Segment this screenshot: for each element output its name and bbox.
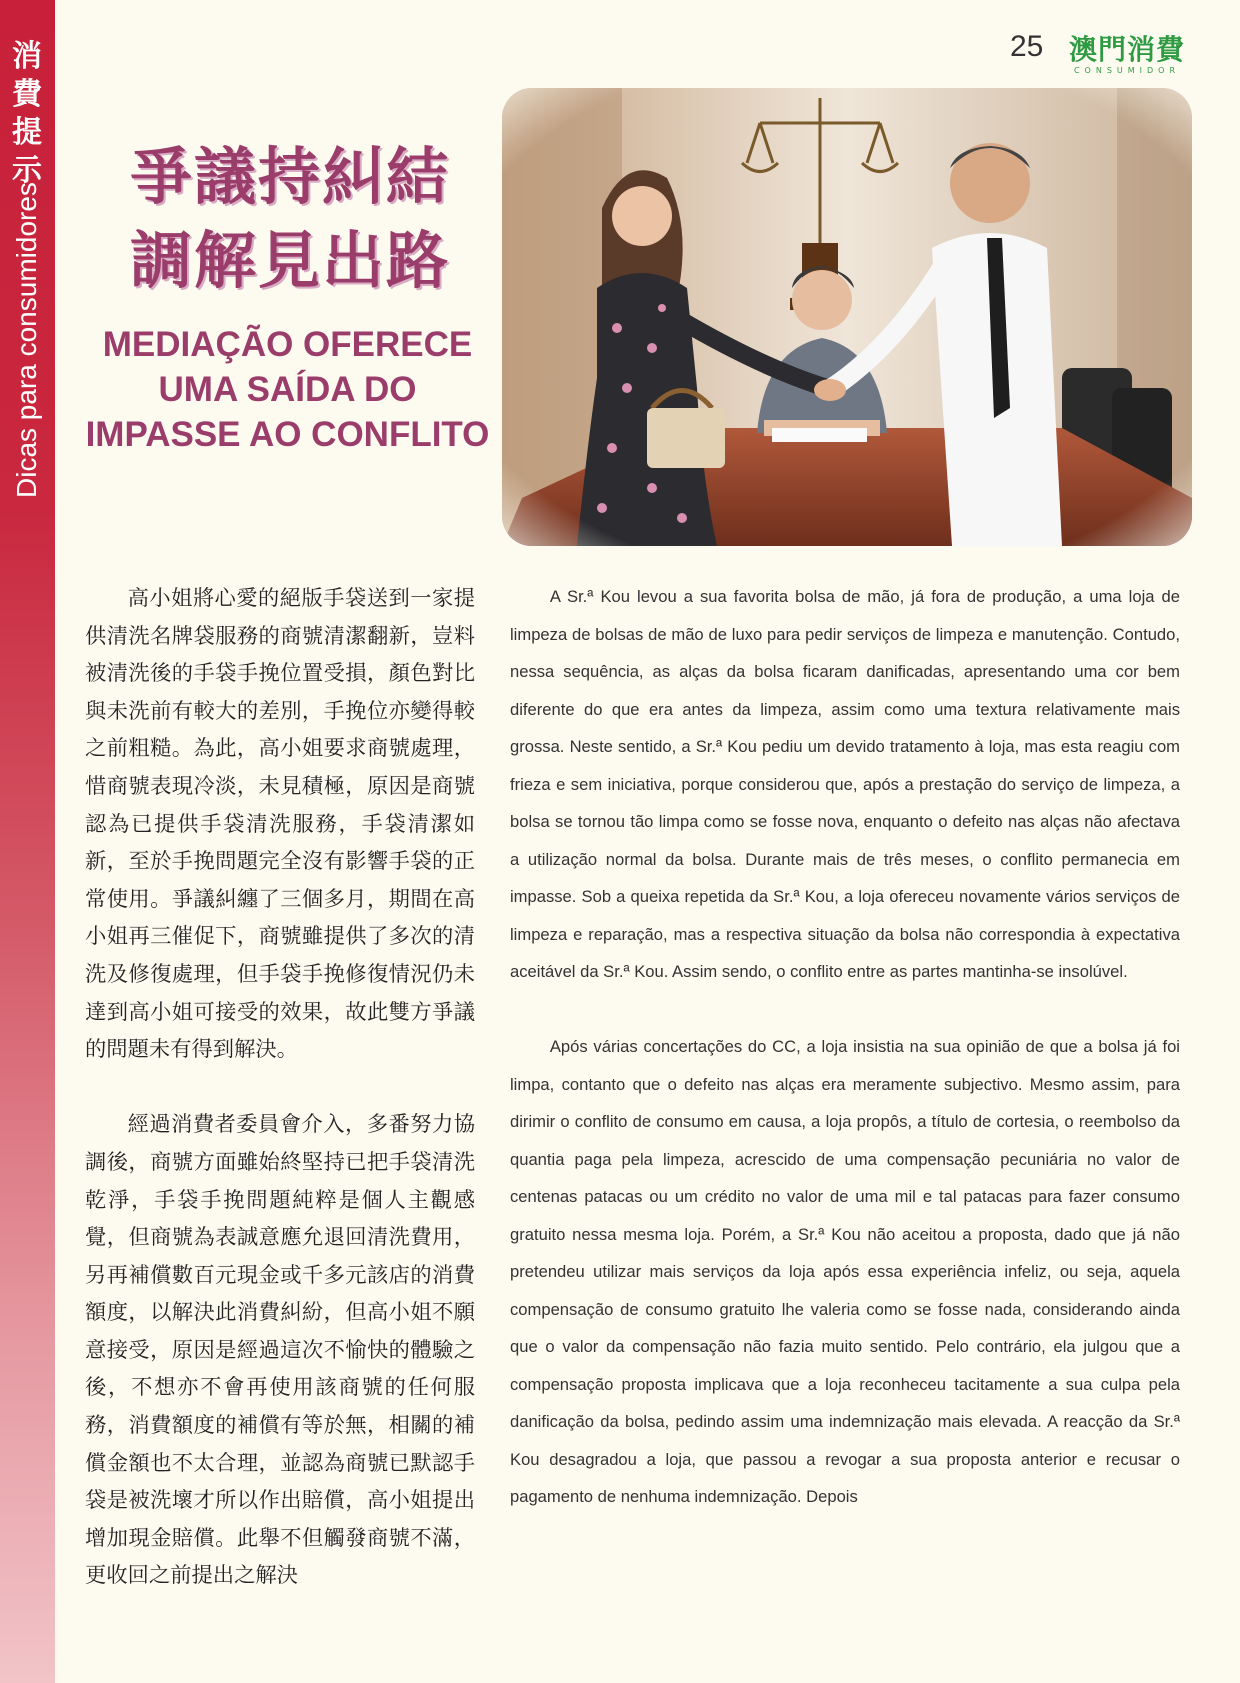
section-label-zh (8, 38, 46, 190)
brand-name-zh: 澳門消費 (1068, 33, 1185, 66)
section-char: 消 (12, 39, 42, 74)
paragraph-pt: Após várias concertações do CC, a loja insistia na sua opinião de que a bolsa já foi limpa, contanto que o defeito nas alças era meramente subjectivo. Mesmo assim, para dirimir o conflito de consumo em causa, a loja propôs, a título de cortesia, o reembolso da quantia paga pela limpeza, acrescido de uma compensação pecuniária no valor de centenas patacas ou um crédito no valor de uma mil e tal patacas para fazer consumo gratuito nessa mesma loja. Porém, a Sr.ª Kou não aceitou a proposta, dado que já não pretendeu utilizar mais serviços da loja após essa experiência infeliz, ou seja, aquela compensação de consumo gratuito lhe valeria como se fosse nada, considerando ainda que o valor da compensação não fazia muito sentido. Pelo contrário, ela julgou que a compensação proposta implicava que a loja reconheceu tacitamente a sua culpa pela danificação da bolsa, pedindo assim uma indemnização mais elevada. A reacção da Sr.ª Kou desagradou a loja, que passou a revogar a sua proposta anterior e recusar o pagamento de nenhuma indemnização. Depois (510, 1037, 1180, 1506)
title-zh-line: 爭議持糾結 (129, 140, 450, 213)
paragraph-pt: A Sr.ª Kou levou a sua favorita bolsa de mão, já fora de produção, a uma loja de limpeza de bolsas de mão de luxo para pedir serviços de limpeza e manutenção. Contudo, nessa sequência, as alças da bolsa ficaram danificadas, apresentando uma cor bem diferente do que era antes da limpeza, assim como uma textura relativamente mais grossa. Neste sentido, a Sr.ª Kou pediu um devido tratamento à loja, mas esta reagiu com frieza e sem iniciativa, porque considerou que, após a prestação do serviço de limpeza, a bolsa se tornou tão limpa como se fosse nova, enquanto o defeito nas alças não afectava a utilização normal da bolsa. Durante mais de três meses, o conflito permanecia em impasse. Sob a queixa repetida da Sr.ª Kou, a loja ofereceu novamente vários serviços de limpeza e reparação, mas a respectiva situação da bolsa não correspondia à expectativa aceitável da Sr.ª Kou. Assim sendo, o conflito entre as partes mantinha-se insolúvel. (510, 587, 1180, 981)
section-char: 提 (12, 115, 42, 150)
section-label-pt: Dicas para consumidores (11, 182, 42, 498)
article-title-zh (95, 135, 485, 303)
article-title-pt: MEDIAÇÃO OFERECE UMA SAÍDA DO IMPASSE AO CONFLITO (85, 325, 490, 454)
article-body-pt (510, 578, 1180, 1553)
section-char: 費 (12, 77, 42, 112)
paragraph-zh: 高小姐將心愛的絕版手袋送到一家提供清洗名牌袋服務的商號清潔翻新，豈料被清洗後的手袋手挽位置受損，顏色對比與未洗前有較大的差別，手挽位亦變得較之前粗糙。為此，高小姐要求商號處理，惜商號表現冷淡，未見積極，原因是商號認為已提供手袋清洗服務，手袋清潔如新，至於手挽問題完全沒有影響手袋的正常使用。爭議糾纏了三個多月，期間在高小姐再三催促下，商號雖提供了多次的清洗及修復處理，但手袋手挽修復情況仍未達到高小姐可接受的效果，故此雙方爭議的問題未有得到解決。 (85, 586, 475, 1063)
mediation-photo (502, 88, 1192, 546)
section-char: 示 (12, 153, 42, 188)
section-sidebar (0, 0, 55, 1683)
brand-name-en: CONSUMIDOR (1073, 66, 1181, 75)
section-label-pt-wrap (5, 182, 49, 498)
title-zh-line: 調解見出路 (129, 224, 450, 297)
article-body-zh (85, 580, 475, 1633)
page-number: 25 (1010, 30, 1044, 63)
brand-logo (1068, 34, 1186, 76)
paragraph-zh: 經過消費者委員會介入，多番努力協調後，商號方面雖始終堅持已把手袋清洗乾淨，手袋手挽問題純粹是個人主觀感覺，但商號為表誠意應允退回清洗費用，另再補償數百元現金或千多元該店的消費額度，以解決此消費糾紛，但高小姐不願意接受，原因是經過這次不愉快的體驗之後，不想亦不會再使用該商號的任何服務，消費額度的補償有等於無，相關的補償金額也不太合理，並認為商號已默認手袋是被洗壞才所以作出賠償，高小姐提出增加現金賠償。此舉不但觸發商號不滿，更收回之前提出之解決 (85, 1112, 475, 1589)
